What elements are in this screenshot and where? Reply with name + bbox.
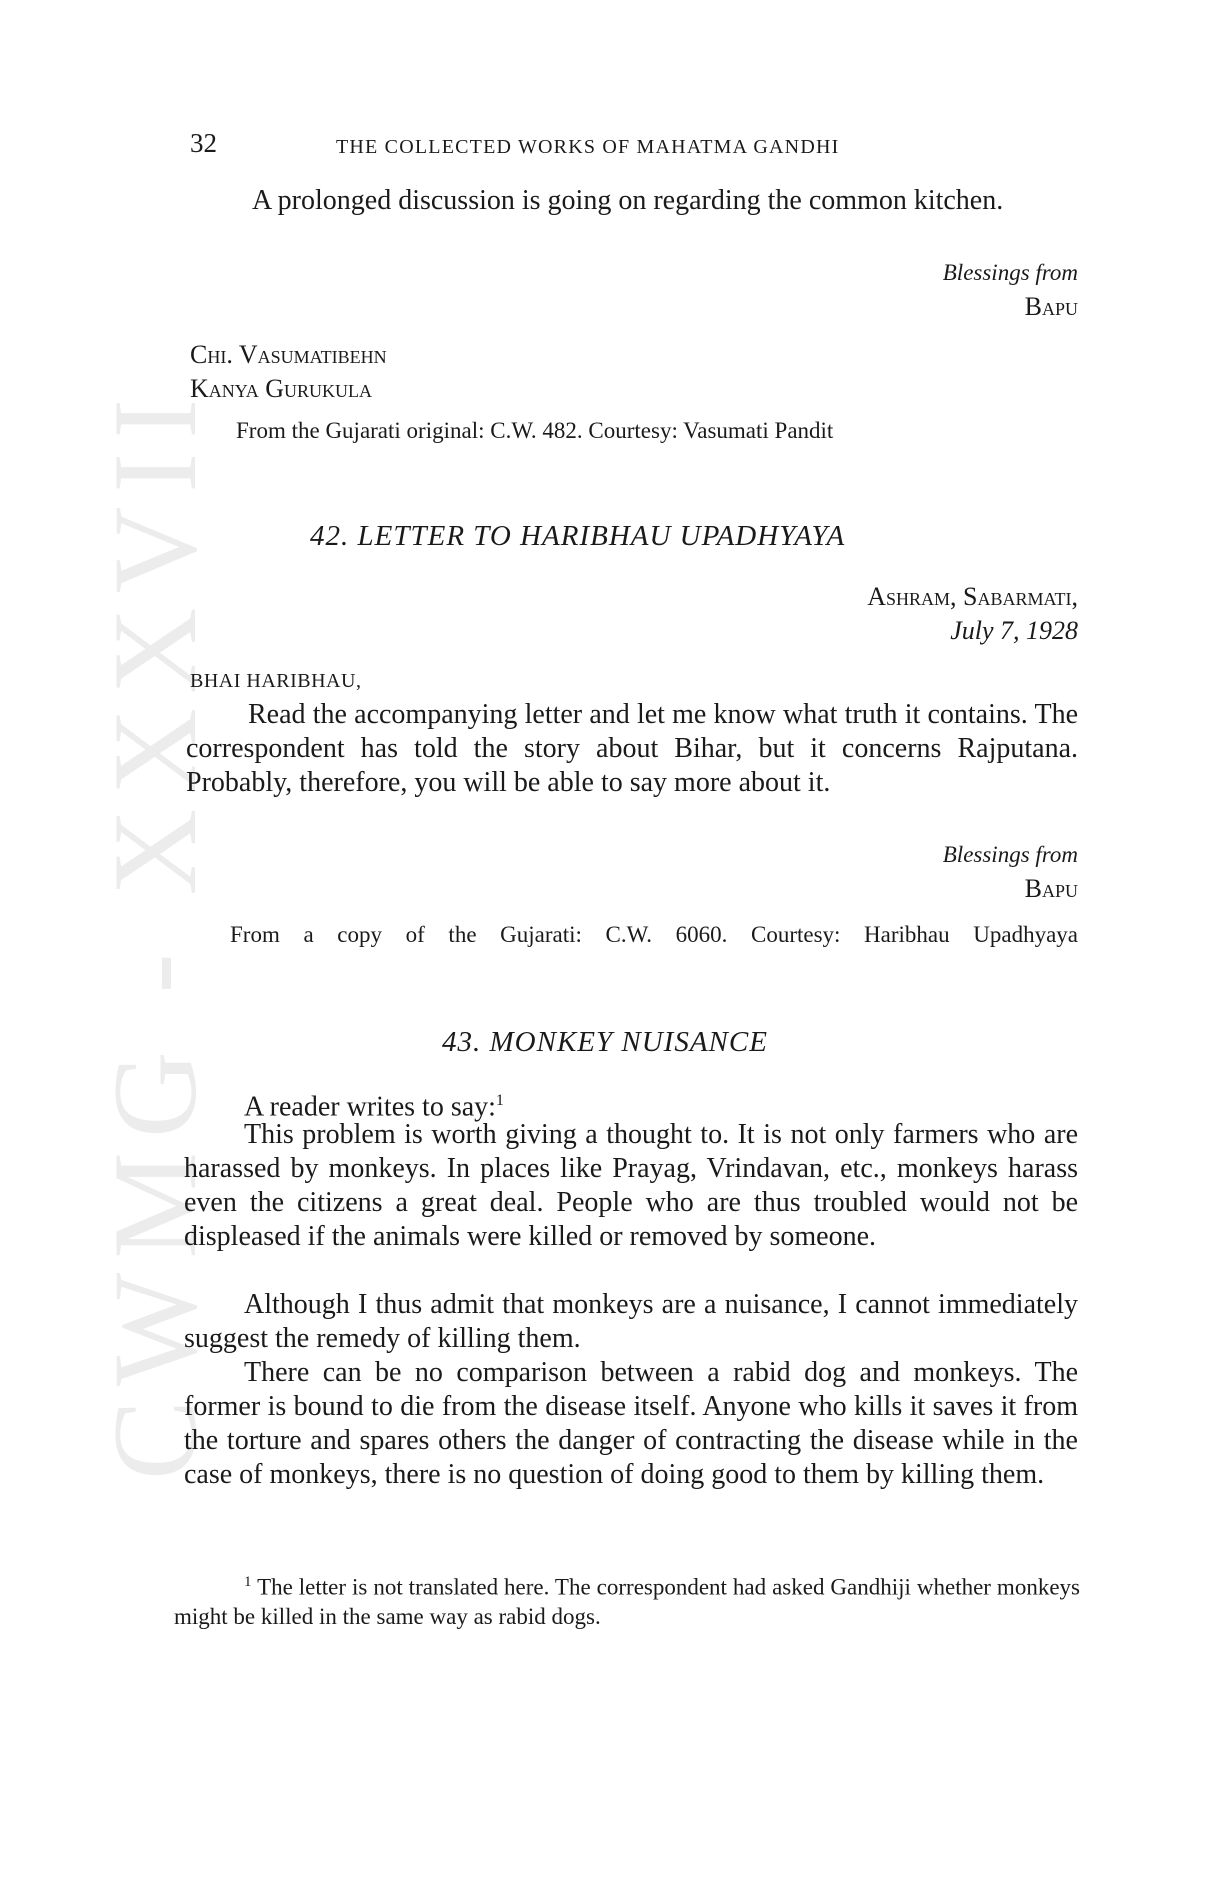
item41-source: From the Gujarati original: C.W. 482. Courtesy: Vasumati Pandit xyxy=(236,418,834,443)
item42-signature: Bapu xyxy=(1024,874,1078,903)
item41-blessings: Blessings from xyxy=(942,260,1078,285)
page-number: 32 xyxy=(190,128,217,158)
item42-date: July 7, 1928 xyxy=(950,616,1078,645)
item41-addressee-line1: Chi. Vasumatibehn xyxy=(190,340,387,369)
item42-blessings: Blessings from xyxy=(942,842,1078,867)
footnote xyxy=(174,1568,1080,1631)
item42-body: Read the accompanying letter and let me know what truth it contains. The correspondent has told the story about Bihar, but it concerns Rajputana. Probably, therefore, you will be able to say more about it. xyxy=(186,699,1078,798)
item43-para3: There can be no comparison between a rabid dog and monkeys. The former is bound to die from the disease itself. Anyone who kills it saves it from the torture and spares others the danger of contracting the disease while in the case of monkeys, there is no question of doing good to them by killing them. xyxy=(184,1357,1078,1490)
item42-source: From a copy of the Gujarati: C.W. 6060. Courtesy: Haribhau Upadhyaya xyxy=(230,922,1078,947)
item43-para1: This problem is worth giving a thought to. It is not only farmers who are harassed by monkeys. In places like Prayag, Vrindavan, etc., monkeys harass even the citizens a great deal. People who are thus troubled would not be displeased if the animals were killed or removed by someone. xyxy=(184,1119,1078,1252)
footnote-mark: 1 xyxy=(244,1574,252,1590)
item41-addressee-line2: Kanya Gurukula xyxy=(190,374,373,403)
running-title: THE COLLECTED WORKS OF MAHATMA GANDHI xyxy=(336,136,840,158)
item42-salutation: BHAI HARIBHAU, xyxy=(190,670,362,692)
item41-paragraph: A prolonged discussion is going on regarding the common kitchen. xyxy=(252,185,1004,216)
watermark: CWMG - XXXVII xyxy=(88,384,221,1480)
item43-heading: 43. MONKEY NUISANCE xyxy=(442,1026,768,1058)
item43-intro-text: A reader writes to say: xyxy=(244,1091,496,1123)
item42-heading: 42. LETTER TO HARIBHAU UPADHYAYA xyxy=(310,520,846,552)
footnote-reference: 1 xyxy=(495,1092,504,1109)
item42-place: Ashram, Sabarmati, xyxy=(867,582,1078,611)
footnote-text: The letter is not translated here. The correspondent had asked Gandhiji whether monkeys might be killed in the same way as rabid dogs. xyxy=(174,1574,1080,1629)
item41-signature: Bapu xyxy=(1024,292,1078,321)
item43-para2: Although I thus admit that monkeys are a nuisance, I cannot immediately suggest the remedy of killing them. xyxy=(184,1289,1078,1354)
